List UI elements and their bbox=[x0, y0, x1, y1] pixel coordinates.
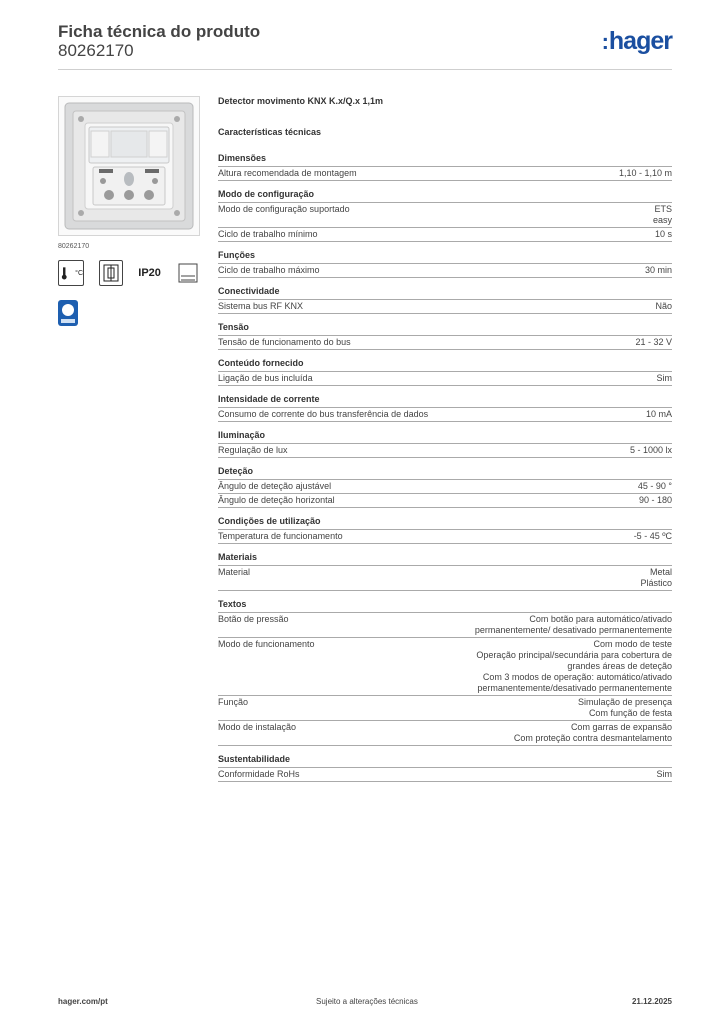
spec-row bbox=[218, 336, 672, 350]
group-title: Deteção bbox=[218, 466, 672, 480]
page-header bbox=[58, 22, 672, 70]
spec-row bbox=[218, 696, 672, 721]
spec-label: Altura recomendada de montagem bbox=[218, 168, 357, 178]
spec-label: Botão de pressão bbox=[218, 614, 289, 624]
spec-label: Tensão de funcionamento do bus bbox=[218, 337, 351, 347]
spec-value: Não bbox=[655, 301, 672, 311]
spec-value: Com modo de teste Operação principal/secundária para cobertura de grandes áreas de deteção Com 3 modos de operação: automático/ativado permanentemente/desativado permanentemente bbox=[476, 639, 672, 693]
spec-row bbox=[218, 768, 672, 782]
spec-label: Ligação de bus incluída bbox=[218, 373, 313, 383]
spec-row bbox=[218, 721, 672, 746]
footer-website: hager.com/pt bbox=[58, 997, 108, 1006]
spec-label: Ângulo de deteção horizontal bbox=[218, 495, 335, 505]
spec-value: 10 mA bbox=[645, 409, 672, 419]
spec-group bbox=[218, 552, 672, 591]
spec-row bbox=[218, 228, 672, 242]
group-title: Materiais bbox=[218, 552, 672, 566]
spec-row bbox=[218, 566, 672, 591]
spec-value: ETS easy bbox=[652, 204, 672, 225]
group-title: Conteúdo fornecido bbox=[218, 358, 672, 372]
product-visuals bbox=[58, 96, 200, 326]
spec-row bbox=[218, 530, 672, 544]
logo-prefix: : bbox=[601, 29, 608, 54]
spec-row bbox=[218, 638, 672, 696]
section-title: Características técnicas bbox=[218, 127, 322, 137]
spec-row bbox=[218, 372, 672, 386]
spec-group bbox=[218, 250, 672, 278]
spec-row bbox=[218, 494, 672, 508]
spec-group bbox=[218, 358, 672, 386]
spec-value: Metal Plástico bbox=[640, 567, 672, 588]
spec-label: Ciclo de trabalho mínimo bbox=[218, 229, 318, 239]
spec-value: Simulação de presença Com função de festa bbox=[577, 697, 672, 718]
spec-row bbox=[218, 480, 672, 494]
spec-label: Sistema bus RF KNX bbox=[218, 301, 304, 311]
group-title: Funções bbox=[218, 250, 672, 264]
spec-row bbox=[218, 300, 672, 314]
spec-group bbox=[218, 286, 672, 314]
image-caption: 80262170 bbox=[58, 243, 90, 250]
spec-groups bbox=[218, 153, 672, 782]
spec-row bbox=[218, 264, 672, 278]
spec-label: Modo de instalação bbox=[218, 722, 297, 732]
product-image bbox=[58, 96, 200, 236]
spec-group bbox=[218, 430, 672, 458]
group-title: Modo de configuração bbox=[218, 189, 672, 203]
footer-notice: Sujeito a alterações técnicas bbox=[316, 997, 418, 1006]
spec-label: Conformidade RoHs bbox=[218, 769, 300, 779]
timer-icon bbox=[176, 260, 200, 286]
spec-row bbox=[218, 613, 672, 638]
spec-group bbox=[218, 322, 672, 350]
group-title: Conectividade bbox=[218, 286, 672, 300]
spec-label: Material bbox=[218, 567, 251, 577]
spec-value: 45 - 90 ° bbox=[637, 481, 672, 491]
spec-label: Modo de funcionamento bbox=[218, 639, 315, 649]
spec-value: 30 min bbox=[644, 265, 672, 275]
temperature-icon-label: °C bbox=[75, 269, 83, 277]
spec-group bbox=[218, 516, 672, 544]
spec-value: 10 s bbox=[654, 229, 672, 239]
group-title: Tensão bbox=[218, 322, 672, 336]
spec-value: -5 - 45 ºC bbox=[633, 531, 672, 541]
group-title: Intensidade de corrente bbox=[218, 394, 672, 408]
property-icons bbox=[58, 260, 200, 286]
ip-rating-icon: IP20 bbox=[138, 267, 161, 279]
group-title: Textos bbox=[218, 599, 672, 613]
product-code: 80262170 bbox=[58, 41, 134, 60]
spec-group bbox=[218, 599, 672, 746]
group-title: Sustentabilidade bbox=[218, 754, 672, 768]
spec-label: Regulação de lux bbox=[218, 445, 288, 455]
logo-text: hager bbox=[608, 27, 672, 55]
spec-row bbox=[218, 408, 672, 422]
spec-value: 21 - 32 V bbox=[635, 337, 672, 347]
mounting-icon bbox=[99, 260, 123, 286]
spec-value: 90 - 180 bbox=[638, 495, 672, 505]
spec-group bbox=[218, 466, 672, 508]
spec-label: Função bbox=[218, 697, 249, 707]
motion-detector-image bbox=[59, 97, 199, 235]
spec-group bbox=[218, 754, 672, 782]
spec-sheet bbox=[218, 96, 672, 790]
spec-group bbox=[218, 153, 672, 181]
hager-logo bbox=[602, 28, 672, 55]
spec-group bbox=[218, 394, 672, 422]
footer-date: 21.12.2025 bbox=[631, 997, 672, 1006]
spec-label: Ângulo de deteção ajustável bbox=[218, 481, 332, 491]
spec-group bbox=[218, 189, 672, 242]
spec-value: 5 - 1000 lx bbox=[629, 445, 672, 455]
spec-value: Sim bbox=[656, 373, 672, 383]
spec-row bbox=[218, 203, 672, 228]
product-name: Detector movimento KNX K.x/Q.x 1,1m bbox=[218, 96, 384, 106]
spec-value: Sim bbox=[656, 769, 672, 779]
spec-row bbox=[218, 444, 672, 458]
page-title: Ficha técnica do produto bbox=[58, 22, 261, 41]
spec-label: Consumo de corrente do bus transferência de dados bbox=[218, 409, 429, 419]
spec-label: Temperatura de funcionamento bbox=[218, 531, 343, 541]
spec-value: Com botão para automático/ativado permanentemente/ desativado permanentemente bbox=[474, 614, 672, 635]
spec-value: 1,10 - 1,10 m bbox=[618, 168, 672, 178]
spec-label: Ciclo de trabalho máximo bbox=[218, 265, 320, 275]
spec-value: Com garras de expansão Com proteção contra desmantelamento bbox=[513, 722, 672, 743]
group-title: Iluminação bbox=[218, 430, 672, 444]
temperature-icon bbox=[58, 260, 84, 286]
group-title: Condições de utilização bbox=[218, 516, 672, 530]
group-title: Dimensões bbox=[218, 153, 672, 167]
spec-row bbox=[218, 167, 672, 181]
energy-label-icon bbox=[58, 300, 78, 326]
spec-label: Modo de configuração suportado bbox=[218, 204, 350, 214]
